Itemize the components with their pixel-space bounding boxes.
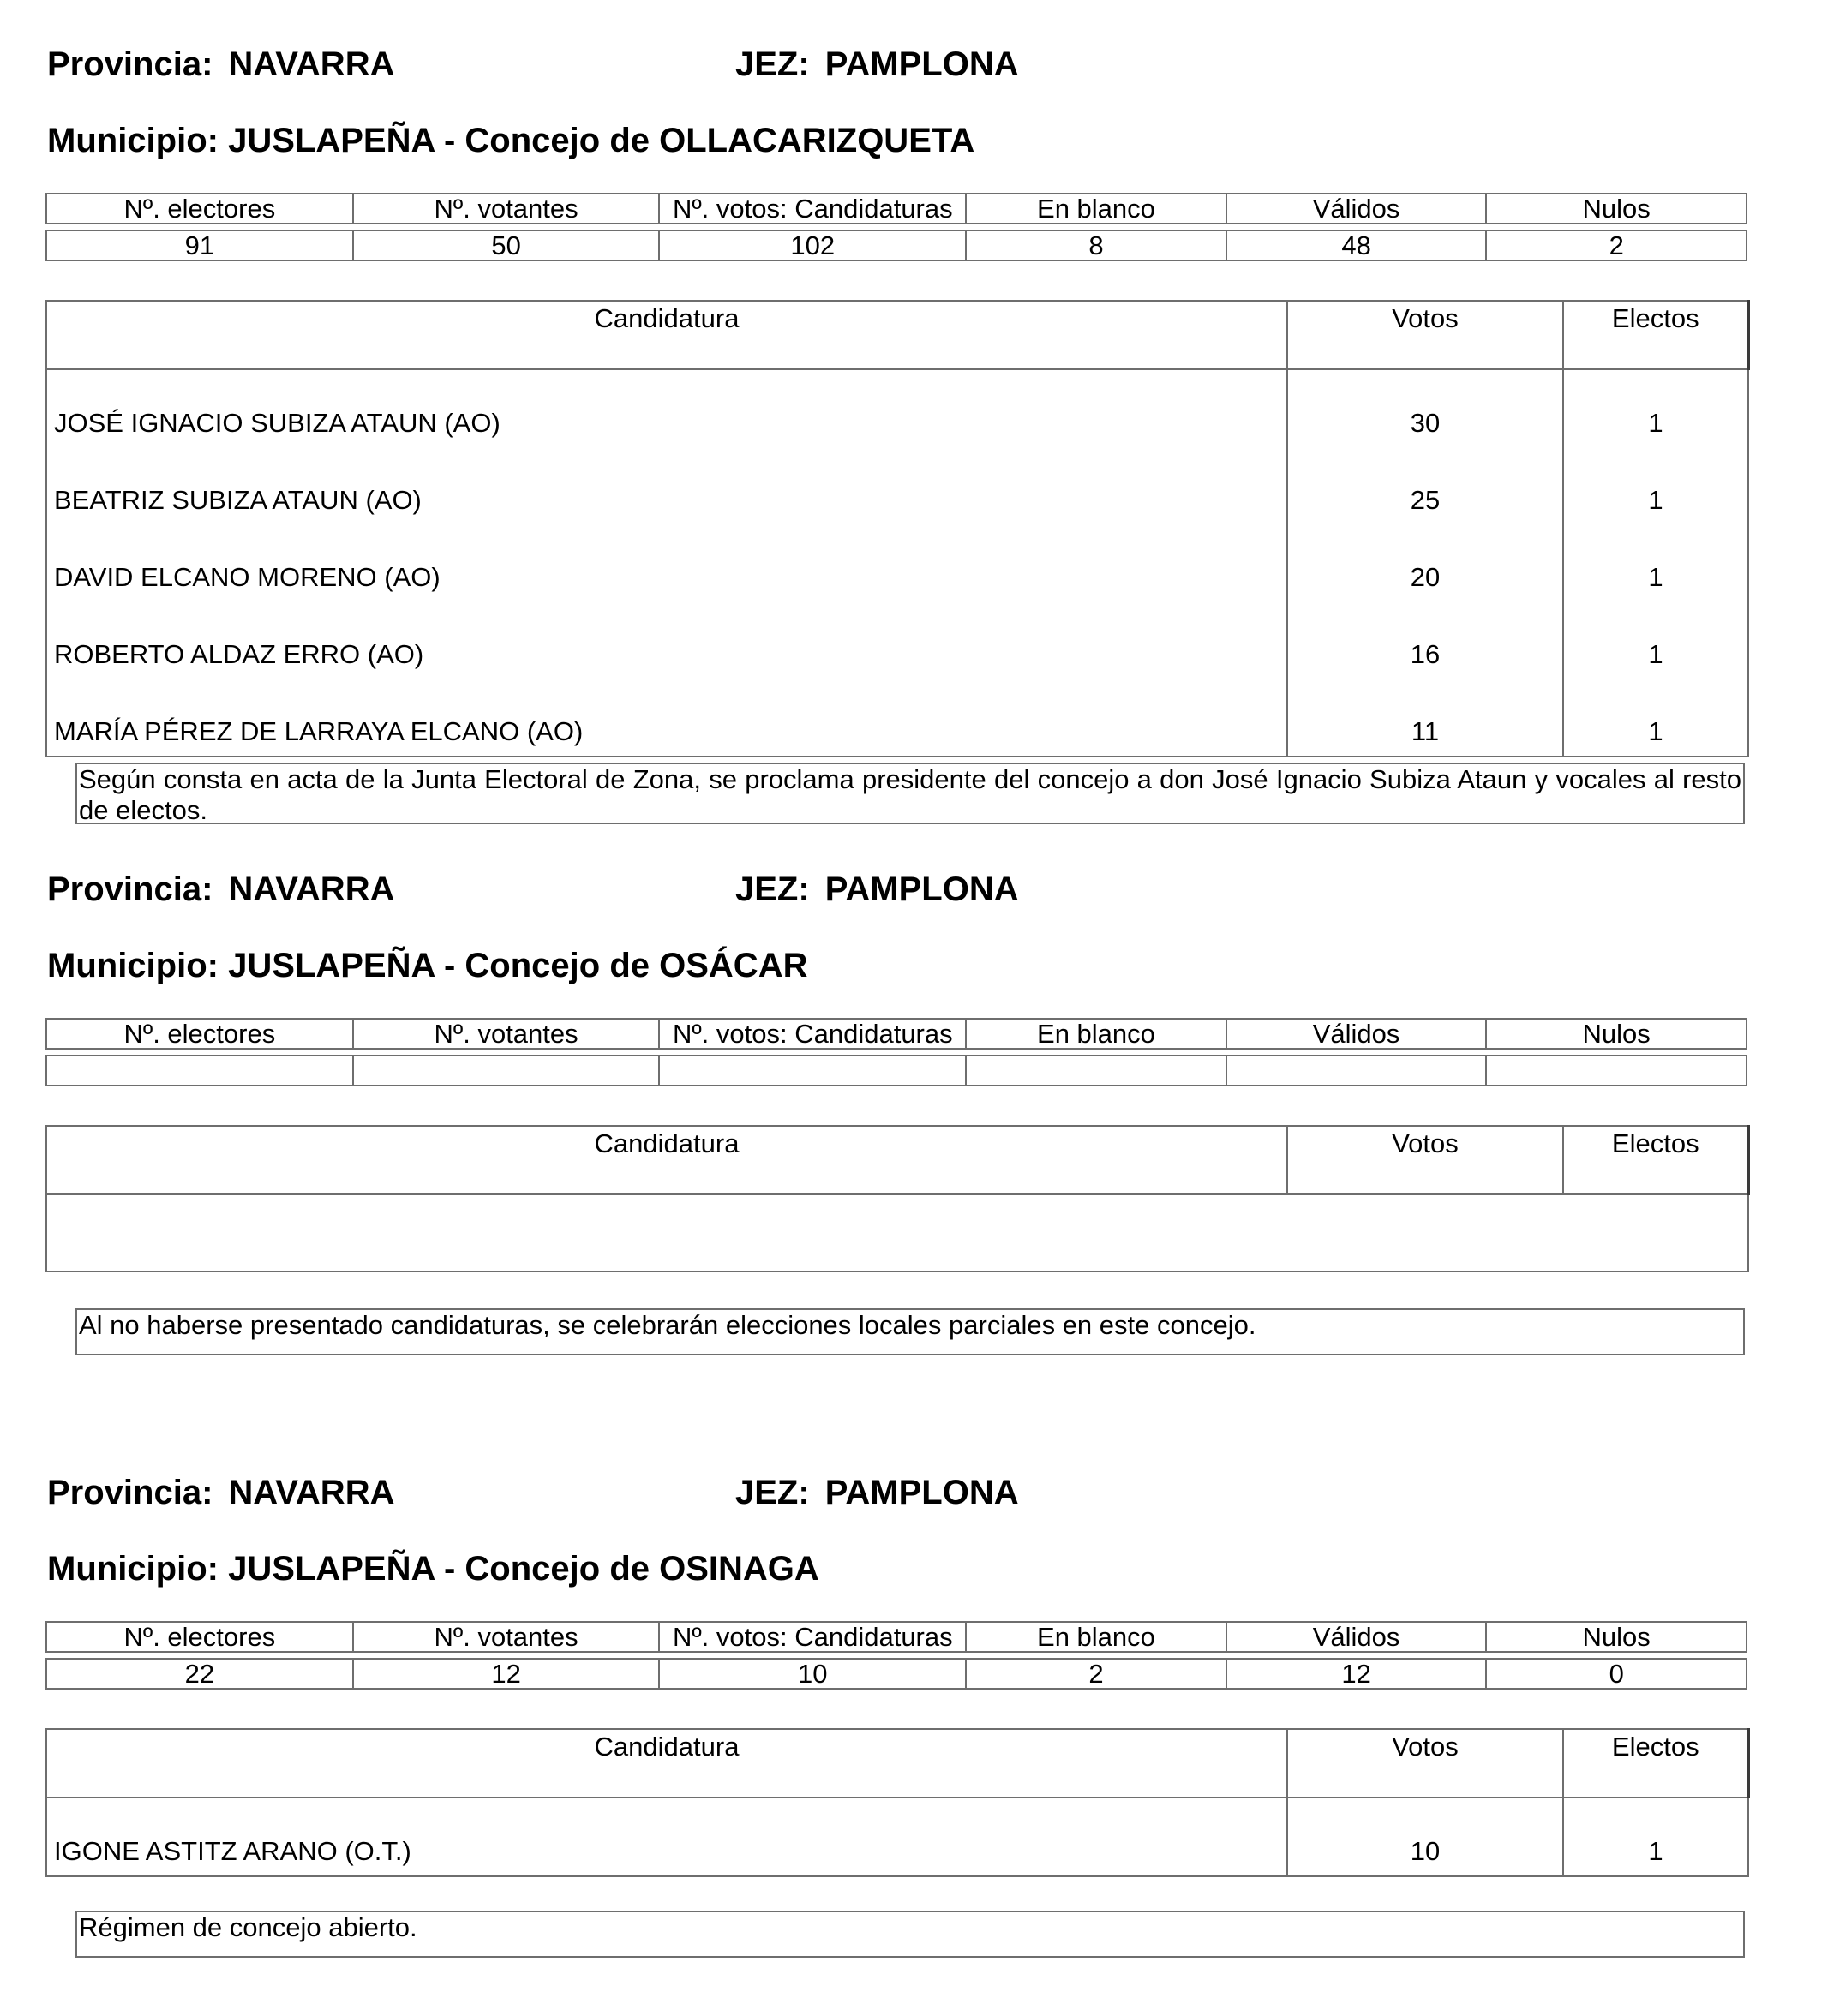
votos-candidaturas-value [659,1056,966,1086]
col-candidatura: Candidatura [46,301,1287,369]
stats-table [45,1621,1747,1690]
candidate-votos: 25 [1287,447,1563,524]
municipio-label: Municipio: [47,947,219,984]
municipio-heading [47,948,807,983]
votantes-value: 50 [353,230,660,260]
stats-header-row [46,194,1747,224]
candidate-votos: 20 [1287,524,1563,601]
jez-label: JEZ: [735,1474,810,1511]
jez-label: JEZ: [735,870,810,908]
stats-table [45,1018,1747,1086]
stats-value-row [46,1056,1747,1086]
table-row [46,447,1748,524]
col-candidatura: Candidatura [46,1729,1287,1798]
candidate-name: ROBERTO ALDAZ ERRO (AO) [46,601,1287,679]
municipio-value: JUSLAPEÑA - Concejo de OLLACARIZQUETA [228,122,975,159]
stats-value-row [46,230,1747,260]
col-validos: Válidos [1226,194,1487,224]
col-votos: Votos [1287,301,1563,369]
col-electos: Electos [1563,301,1748,369]
provincia-heading [47,47,394,81]
col-en-blanco: En blanco [966,1622,1226,1652]
col-electores: Nº. electores [46,1019,353,1049]
candidate-votos: 11 [1287,679,1563,757]
table-row [46,369,1748,447]
validos-value: 12 [1226,1659,1487,1689]
jez-value: PAMPLONA [824,870,1019,908]
col-votos-candidaturas: Nº. votos: Candidaturas [659,1622,966,1652]
municipio-heading [47,123,974,158]
col-votantes: Nº. votantes [353,194,660,224]
stats-header-row [46,1019,1747,1049]
provincia-label: Provincia: [47,45,213,83]
candidates-table [45,1125,1750,1272]
col-validos: Válidos [1226,1622,1487,1652]
electores-value: 22 [46,1659,353,1689]
votos-candidaturas-value: 10 [659,1659,966,1689]
stats-value-row [46,1659,1747,1689]
candidate-votos: 10 [1287,1798,1563,1876]
col-candidatura: Candidatura [46,1126,1287,1194]
col-votos-candidaturas: Nº. votos: Candidaturas [659,1019,966,1049]
col-votos: Votos [1287,1126,1563,1194]
candidate-votos: 30 [1287,369,1563,447]
candidate-name: MARÍA PÉREZ DE LARRAYA ELCANO (AO) [46,679,1287,757]
jez-value: PAMPLONA [824,1474,1019,1511]
col-votantes: Nº. votantes [353,1622,660,1652]
provincia-label: Provincia: [47,870,213,908]
validos-value: 48 [1226,230,1487,260]
col-nulos: Nulos [1486,1622,1747,1652]
municipio-heading [47,1552,819,1586]
candidates-header-row [46,1126,1748,1194]
candidate-electos: 1 [1563,1798,1748,1876]
jez-heading [735,872,1019,906]
electores-value: 91 [46,230,353,260]
en-blanco-value: 8 [966,230,1226,260]
concejo-note: Régimen de concejo abierto. [75,1911,1745,1958]
col-electores: Nº. electores [46,194,353,224]
votos-candidaturas-value: 102 [659,230,966,260]
table-row [46,601,1748,679]
provincia-heading [47,872,394,906]
col-votantes: Nº. votantes [353,1019,660,1049]
candidates-table [45,300,1750,757]
municipio-label: Municipio: [47,122,219,159]
municipio-label: Municipio: [47,1550,219,1588]
col-validos: Válidos [1226,1019,1487,1049]
candidates-header-row [46,301,1748,369]
candidate-electos: 1 [1563,369,1748,447]
concejo-note: Al no haberse presentado candidaturas, se celebrarán elecciones locales parciales en este concejo. [75,1308,1745,1355]
municipio-value: JUSLAPEÑA - Concejo de OSÁCAR [228,947,808,984]
col-electos: Electos [1563,1126,1748,1194]
candidate-name: IGONE ASTITZ ARANO (O.T.) [46,1798,1287,1876]
table-row [46,524,1748,601]
candidate-name: BEATRIZ SUBIZA ATAUN (AO) [46,447,1287,524]
nulos-value: 0 [1486,1659,1747,1689]
stats-header-row [46,1622,1747,1652]
candidate-electos: 1 [1563,524,1748,601]
candidate-votos: 16 [1287,601,1563,679]
en-blanco-value: 2 [966,1659,1226,1689]
candidate-electos: 1 [1563,447,1748,524]
jez-heading [735,47,1019,81]
nulos-value [1486,1056,1747,1086]
candidate-name: JOSÉ IGNACIO SUBIZA ATAUN (AO) [46,369,1287,447]
col-electores: Nº. electores [46,1622,353,1652]
candidates-table [45,1728,1750,1877]
col-nulos: Nulos [1486,1019,1747,1049]
provincia-heading [47,1475,394,1510]
jez-value: PAMPLONA [824,45,1019,83]
provincia-label: Provincia: [47,1474,213,1511]
jez-heading [735,1475,1019,1510]
col-en-blanco: En blanco [966,194,1226,224]
concejo-note: Según consta en acta de la Junta Electoral de Zona, se proclama presidente del concejo a don José Ignacio Subiza Ataun y vocales al resto de electos. [75,763,1745,824]
en-blanco-value [966,1056,1226,1086]
provincia-value: NAVARRA [228,870,395,908]
col-en-blanco: En blanco [966,1019,1226,1049]
empty-candidates-row [46,1194,1748,1271]
votantes-value: 12 [353,1659,660,1689]
table-row [46,1798,1748,1876]
col-votos: Votos [1287,1729,1563,1798]
provincia-value: NAVARRA [228,1474,395,1511]
col-electos: Electos [1563,1729,1748,1798]
table-row [46,679,1748,757]
candidates-header-row [46,1729,1748,1798]
col-votos-candidaturas: Nº. votos: Candidaturas [659,194,966,224]
nulos-value: 2 [1486,230,1747,260]
candidate-name: DAVID ELCANO MORENO (AO) [46,524,1287,601]
electores-value [46,1056,353,1086]
provincia-value: NAVARRA [228,45,395,83]
candidate-electos: 1 [1563,679,1748,757]
candidate-electos: 1 [1563,601,1748,679]
municipio-value: JUSLAPEÑA - Concejo de OSINAGA [228,1550,819,1588]
jez-label: JEZ: [735,45,810,83]
validos-value [1226,1056,1487,1086]
stats-table [45,193,1747,261]
table-row [46,1194,1748,1271]
votantes-value [353,1056,660,1086]
col-nulos: Nulos [1486,194,1747,224]
